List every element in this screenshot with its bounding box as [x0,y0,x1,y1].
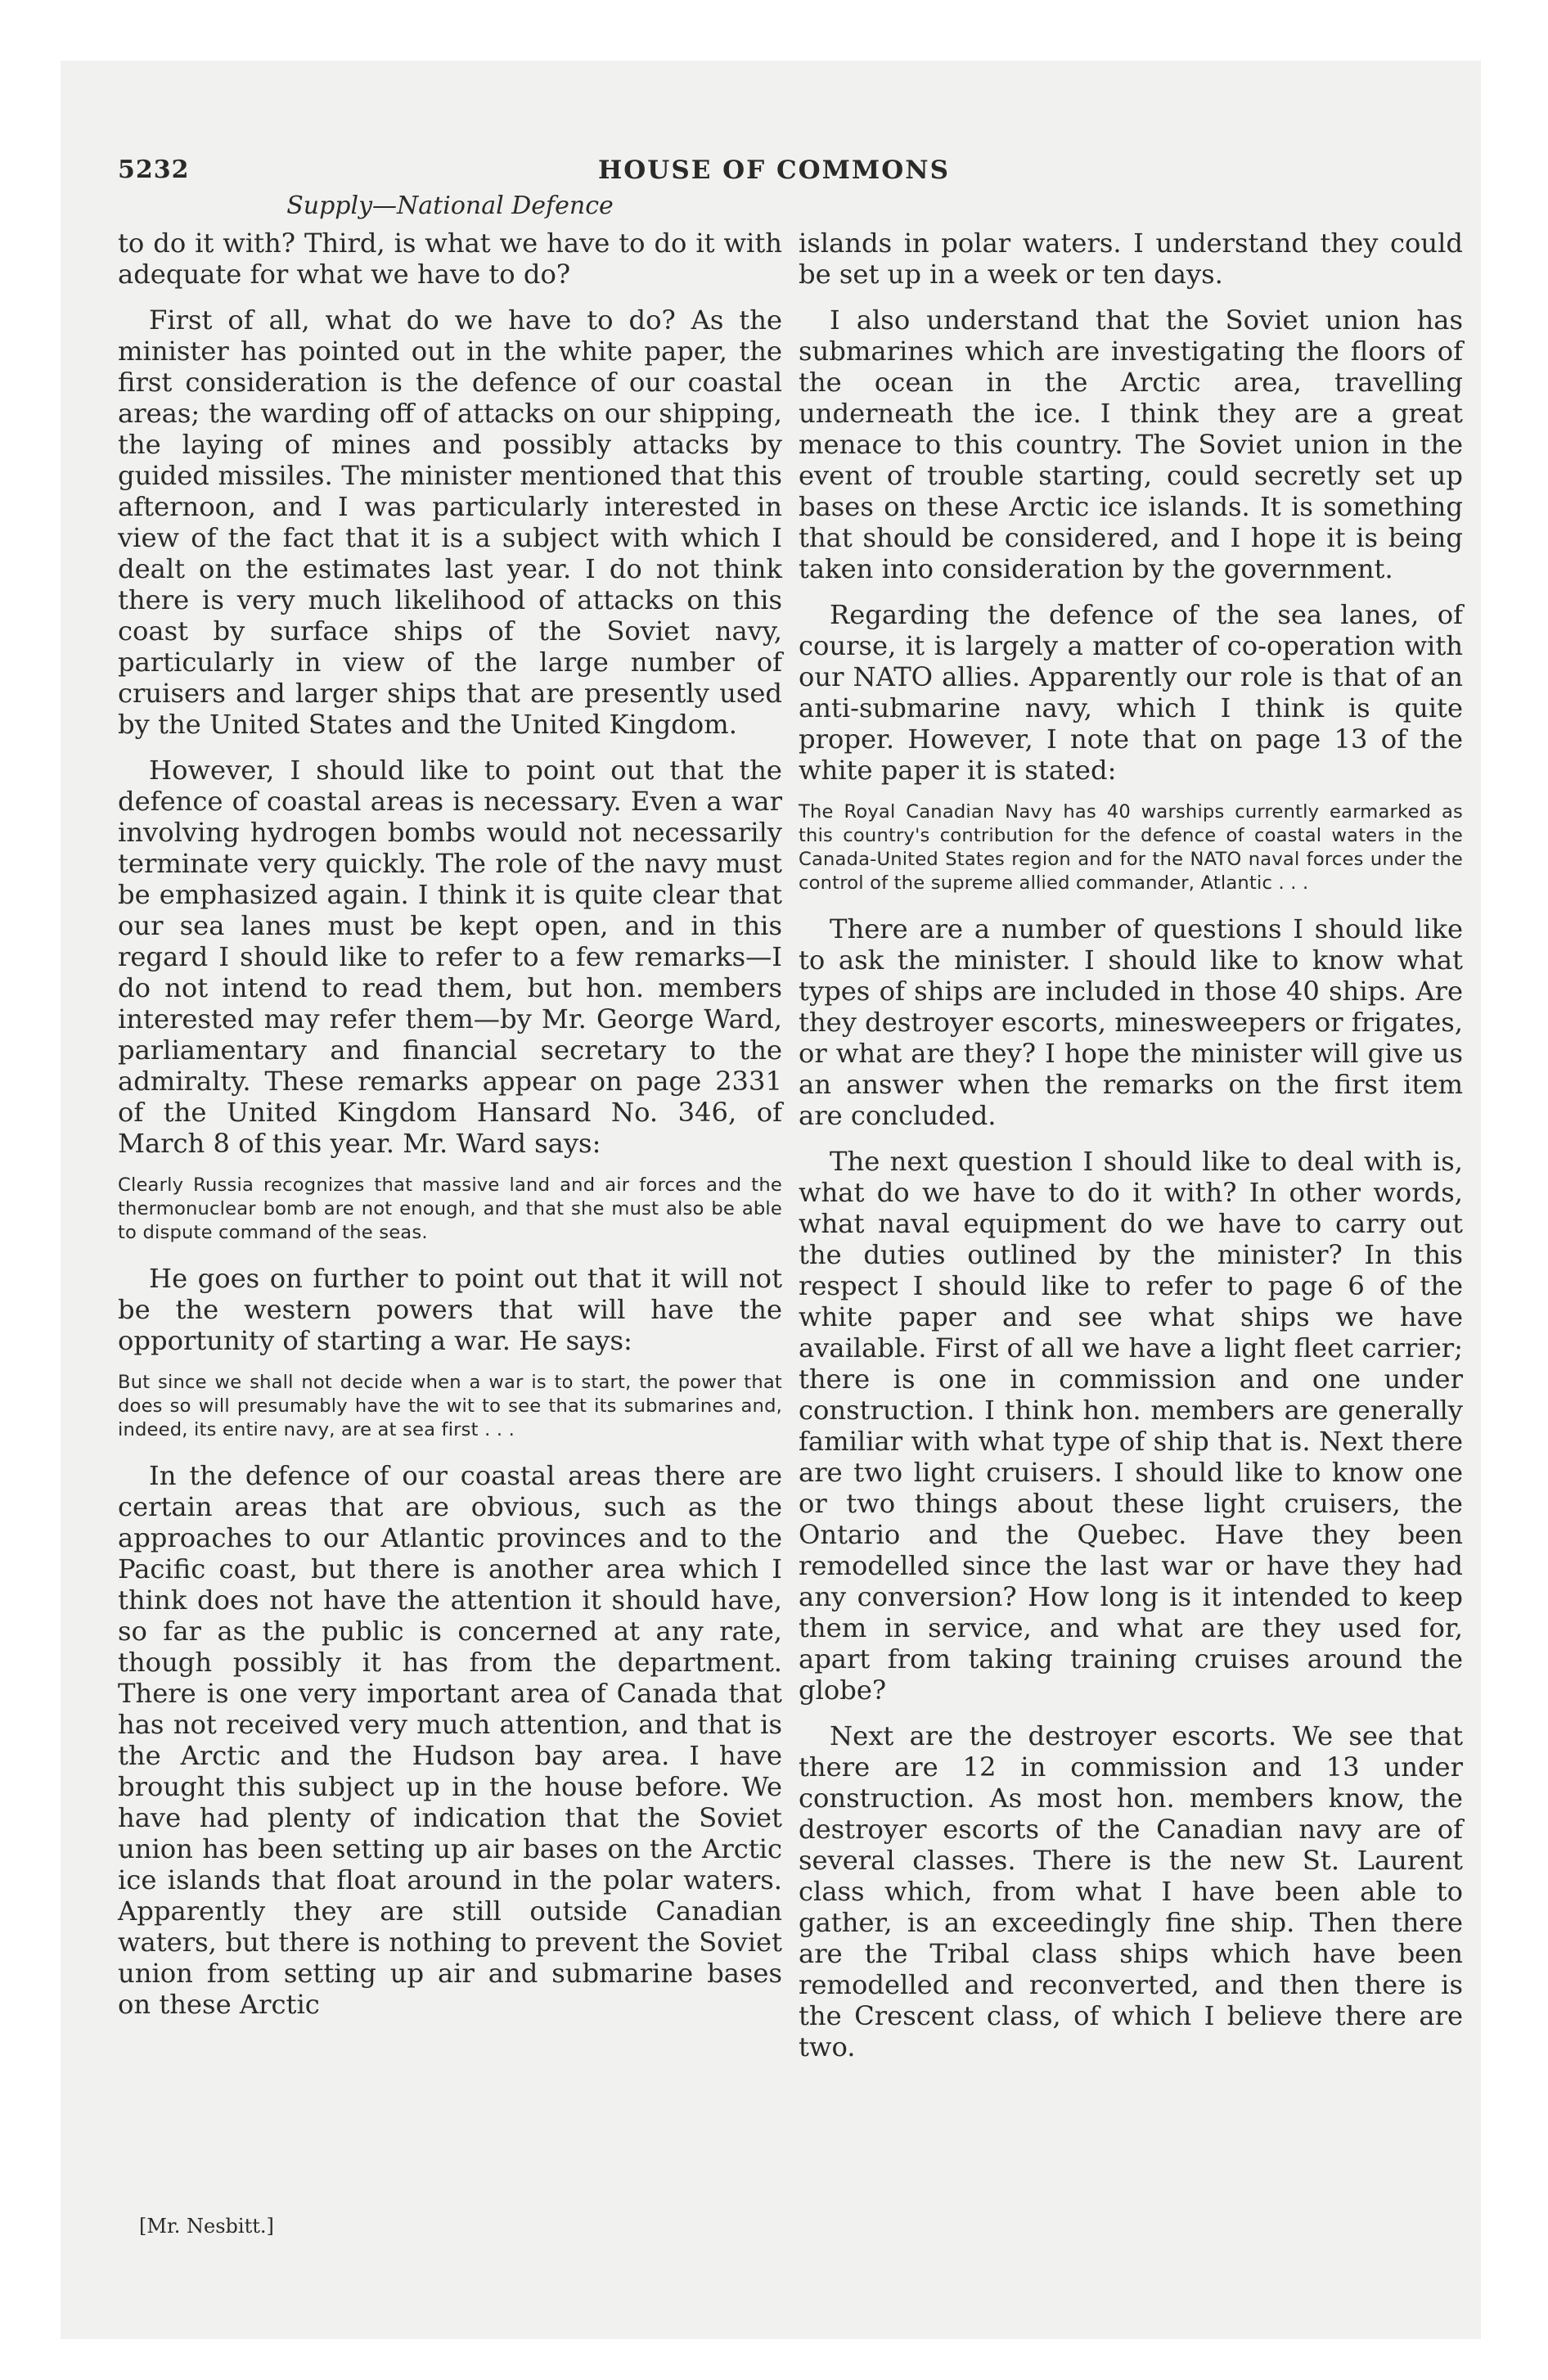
paragraph: First of all, what do we have to do? As the minister has pointed out in the white paper, the first consideration is the defence of our coastal areas; the warding off of attacks on our shipping, the laying of mines and possibly attacks by guided missiles. The minister mentioned that this afternoon, and I was particularly interested in view of the fact that it is a subject with which I dealt on the estimates last year. I do not think there is very much likelihood of attacks on this coast by surface ships of the Soviet navy, particularly in view of the large number of cruisers and larger ships that are presently used by the United States and the United Kingdom. [118,304,782,740]
paragraph-continued: to do it with? Third, is what we have to do it with adequate for what we have to do? [118,228,782,290]
block-quote: The Royal Canadian Navy has 40 warships currently earmarked as this country's contribution for the defence of coastal waters in the Canada-United States region and for the NATO naval forces under the control of the supreme allied commander, Atlantic . . . [799,801,1463,894]
block-quote: But since we shall not decide when a war is to start, the power that does so will presumably have the wit to see that its submarines and, indeed, its entire navy, are at sea first . . . [118,1372,782,1440]
running-head: HOUSE OF COMMONS [598,156,950,185]
paragraph: He goes on further to point out that it will not be the western powers that will have the opportunity of starting a war. He says: [118,1263,782,1356]
paragraph-continued: islands in polar waters. I understand they could be set up in a week or ten days. [799,228,1463,290]
speaker-attribution: [Mr. Nesbitt.] [139,2215,274,2238]
page-number: 5232 [118,156,190,184]
paragraph: Regarding the defence of the sea lanes, of course, it is largely a matter of co-operation with our NATO allies. Apparently our role is that of an anti-submarine navy, which I think is quite proper. However, I note that on page 13 of the white paper it is stated: [799,599,1463,786]
paragraph: In the defence of our coastal areas there are certain areas that are obvious, such as the approaches to our Atlantic provinces and to the Pacific coast, but there is another area which I think does not have the attention it should have, so far as the public is concerned at any rate, though possibly it has from the department. There is one very important area of Canada that has not received very much attention, and that is the Arctic and the Hudson bay area. I have brought this subject up in the house before. We have had plenty of indication that the Soviet union has been setting up air bases on the Arctic ice islands that float around in the polar waters. Apparently they are still outside Canadian waters, but there is nothing to prevent the Soviet union from setting up air and submarine bases on these Arctic [118,1460,782,2020]
paragraph: Next are the destroyer escorts. We see that there are 12 in commission and 13 under construction. As most hon. members know, the destroyer escorts of the Canadian navy are of several classes. There is the new St. Laurent class which, from what I have been able to gather, is an exceedingly fine ship. Then there are the Tribal class ships which have been remodelled and reconverted, and then there is the Crescent class, of which I believe there are two. [799,1720,1463,2062]
block-quote: Clearly Russia recognizes that massive land and air forces and the thermonuclear bomb are not enough, and that she must also be able to dispute command of the seas. [118,1174,782,1243]
left-column [118,228,782,2035]
section-heading: Supply—National Defence [286,192,614,220]
paragraph: There are a number of questions I should like to ask the minister. I should like to know what types of ships are included in those 40 ships. Are they destroyer escorts, minesweepers or frigates, or what are they? I hope the minister will give us an answer when the remarks on the first item are concluded. [799,913,1463,1131]
paragraph: However, I should like to point out that the defence of coastal areas is necessary. Even a war involving hydrogen bombs would not necessarily terminate very quickly. The role of the navy must be emphasized again. I think it is quite clear that our sea lanes must be kept open, and in this regard I should like to refer to a few remarks—I do not intend to read them, but hon. members interested may refer them—by Mr. George Ward, parliamentary and financial secretary to the admiralty. These remarks appear on page 2331 of the United Kingdom Hansard No. 346, of March 8 of this year. Mr. Ward says: [118,755,782,1159]
paragraph: I also understand that the Soviet union has submarines which are investigating the floors of the ocean in the Arctic area, travelling underneath the ice. I think they are a great menace to this country. The Soviet union in the event of trouble starting, could secretly set up bases on these Arctic ice islands. It is something that should be considered, and I hope it is being taken into consideration by the government. [799,304,1463,584]
right-column [799,228,1463,2077]
paragraph: The next question I should like to deal with is, what do we have to do it with? In other words, what naval equipment do we have to carry out the duties outlined by the minister? In this respect I should like to refer to page 6 of the white paper and see what ships we have available. First of all we have a light fleet carrier; there is one in commission and one under construction. I think hon. members are generally familiar with what type of ship that is. Next there are two light cruisers. I should like to know one or two things about these light cruisers, the Ontario and the Quebec. Have they been remodelled since the last war or have they had any conversion? How long is it intended to keep them in service, and what are they used for, apart from taking training cruises around the globe? [799,1146,1463,1706]
